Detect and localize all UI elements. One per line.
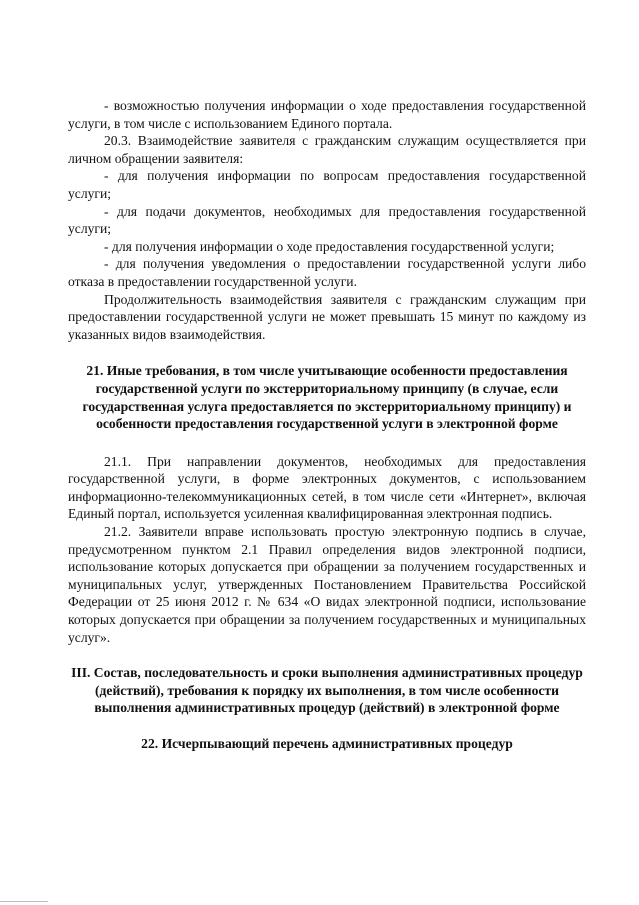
paragraph-submit-documents: - для подачи документов, необходимых для предоставления государственной услуги;: [68, 203, 586, 237]
heading-section-22: 22. Исчерпывающий перечень административных процедур: [141, 736, 513, 751]
paragraph-duration: Продолжительность взаимодействия заявителя с гражданским служащим при предоставлении государственной услуги не может превышать 15 минут по каждому из указанных видов взаимодействия.: [68, 291, 586, 342]
paragraph-notification: - для получения уведомления о предоставлении государственной услуги либо отказа в предоставлении государственной услуги.: [68, 256, 586, 289]
paragraph-20-3: 20.3. Взаимодействие заявителя с гражданским служащим осуществляется при личном обращении заявителя:: [68, 133, 586, 166]
paragraph-21-1: 21.1. При направлении документов, необходимых для предоставления государственной услуги, в форме электронных документов, с использованием информационно-телекоммуникационных сетей, в том числе сети «Интернет», включая Единый портал, используется усиленная квалифицированная электронная подпись.: [68, 453, 586, 522]
paragraph-info-questions: - для получения информации по вопросам предоставления государственной услуги;: [68, 168, 586, 201]
heading-section-iii: III. Состав, последовательность и сроки выполнения административных процедур (действий), требования к порядку их выполнения, в том числе особенности выполнения административных процедур (действий) в электронной форме: [71, 665, 583, 716]
paragraph-progress-status: - для получения информации о ходе предоставления государственной услуги;: [104, 238, 555, 254]
heading-section-21: 21. Иные требования, в том числе учитывающие особенности предоставления государственной услуги по экстерриториальному принципу (в случае, если государственная услуга предоставляется по экстерриториальному принципу) и особенности предоставления государственной услуги в электронной форме: [82, 363, 572, 432]
paragraph-21-2: 21.2. Заявители вправе использовать простую электронную подпись в случае, предусмотренном пунктом 2.1 Правил определения видов электронной подписи, использование которых допускается при обращении за получением государственных и муниципальных услуг, утвержденных Постановлением Правительства Российской Федерации от 25 июня 2012 г. № 634 «О видах электронной подписи, использование которых допускается при обращении за получением государственных и муниципальных услуг».: [68, 524, 586, 645]
page-content: [68, 97, 586, 753]
paragraph-progress-info: - возможностью получения информации о ходе предоставления государственной услуги, в том числе с использованием Единого портала.: [68, 98, 586, 131]
footer-rule: [0, 901, 48, 902]
